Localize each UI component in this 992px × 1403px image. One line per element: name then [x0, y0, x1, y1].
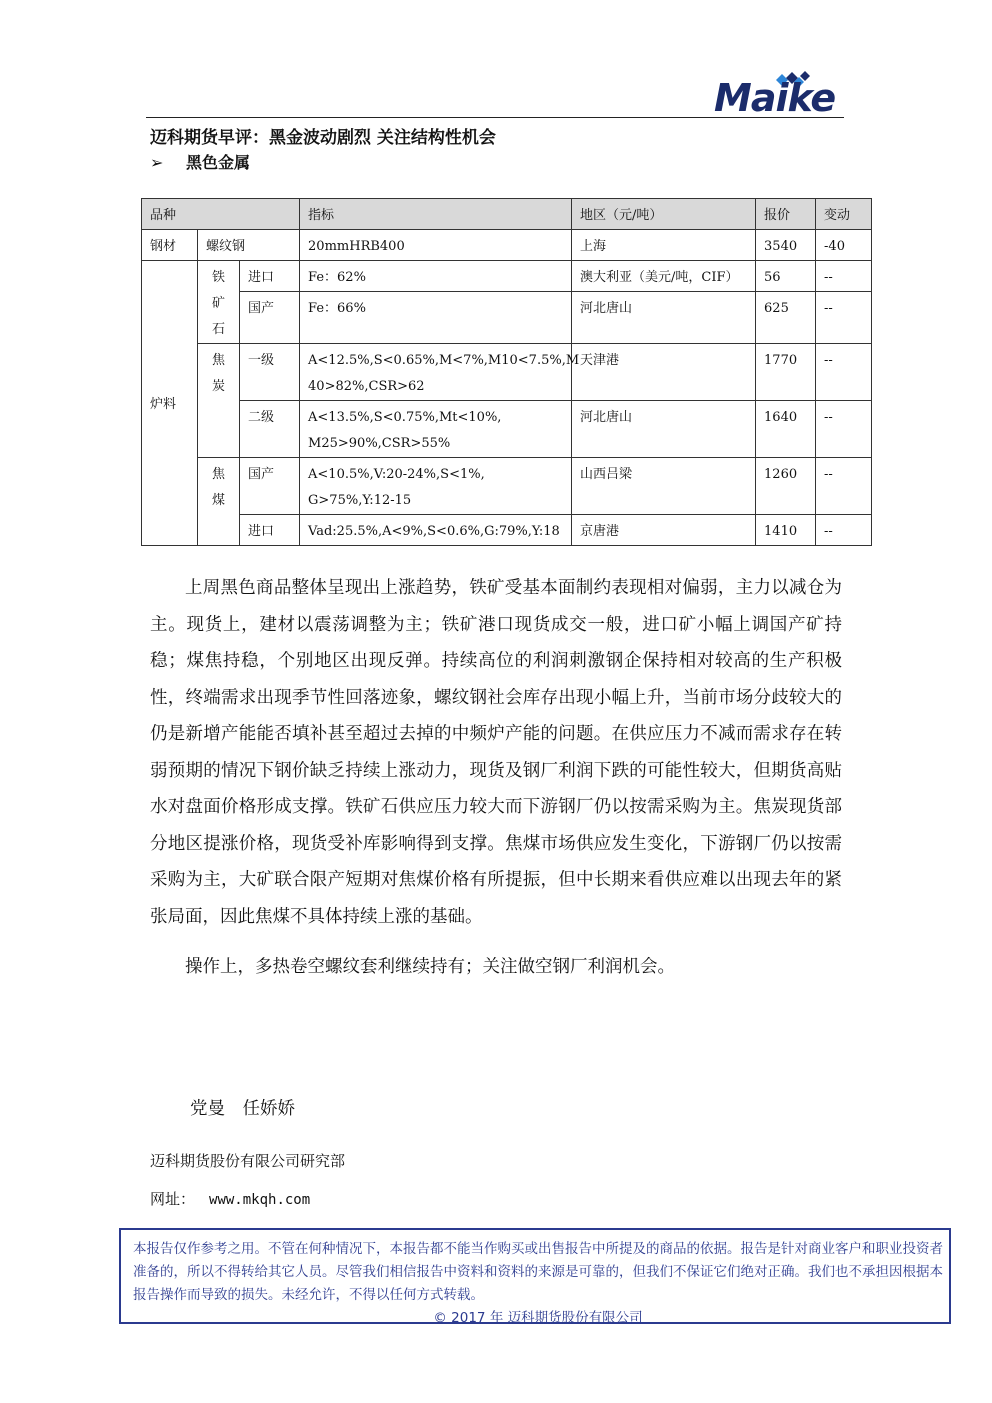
- cell-change: --: [816, 401, 872, 458]
- cell-type: 进口: [240, 261, 300, 292]
- cell-spec: Fe：66%: [300, 292, 572, 344]
- section-heading: [150, 150, 250, 173]
- header-change: 变动: [816, 199, 872, 230]
- cell-spec: [300, 401, 572, 458]
- cell-spec: [300, 458, 572, 515]
- website-url[interactable]: www.mkqh.com: [209, 1192, 311, 1208]
- cell-category: 钢材: [142, 230, 198, 261]
- copyright-notice: © 2017 年 迈科期货股份有限公司: [433, 1310, 643, 1326]
- iron-ore-char: 铁: [211, 270, 225, 285]
- table-row: [142, 401, 872, 458]
- cell-spec: Vad:25.5%,A<9%,S<0.6%,G:79%,Y:18: [300, 515, 572, 546]
- cell-price: 1410: [756, 515, 816, 546]
- disclaimer-text: 本报告仅作参考之用。不管在何种情况下，本报告都不能当作购买或出售报告中所提及的商品的依据。报告是针对商业客户和职业投资者准备的，所以不得转给其它人员。尽管我们相信报告中资料和资料的来源是可靠的，但我们不保证它们绝对正确。我们也不承担因根据本报告操作而导致的损失。未经允许，不得以任何方式转载。: [133, 1241, 943, 1303]
- cell-region: 天津港: [572, 344, 756, 401]
- header-price: 报价: [756, 199, 816, 230]
- iron-ore-char: 石: [211, 322, 225, 337]
- cell-change: --: [816, 344, 872, 401]
- table-row: [142, 261, 872, 292]
- table-header-row: [142, 199, 872, 230]
- coking-coal-char: 煤: [211, 493, 225, 508]
- cell-type: 二级: [240, 401, 300, 458]
- cell-spec: Fe：62%: [300, 261, 572, 292]
- cell-type: 国产: [240, 458, 300, 515]
- header-indicator: 指标: [300, 199, 572, 230]
- cell-change: --: [816, 458, 872, 515]
- header-divider: [146, 117, 844, 118]
- cell-price: 625: [756, 292, 816, 344]
- company-name: 迈科期货股份有限公司研究部: [150, 1152, 346, 1170]
- authors: 党曼 任娇娇: [190, 1099, 295, 1119]
- cell-region: 澳大利亚（美元/吨，CIF）: [572, 261, 756, 292]
- header-category: 品种: [142, 199, 300, 230]
- cell-iron-ore-label: [198, 261, 240, 344]
- cell-price: 3540: [756, 230, 816, 261]
- disclaimer-box: [119, 1228, 951, 1324]
- cell-subcategory: 螺纹钢: [198, 230, 300, 261]
- coke-char: 焦: [211, 353, 225, 368]
- spec-line: G>75%,Y:12-15: [308, 493, 412, 508]
- table-row: [142, 230, 872, 261]
- cell-furnace-label: 炉料: [142, 261, 198, 546]
- body-paragraph: 上周黑色商品整体呈现出上涨趋势，铁矿受基本面制约表现相对偏弱，主力以减仓为主。现货上，建材以震荡调整为主；铁矿港口现货成交一般，进口矿小幅上调国产矿持稳；煤焦持稳，个别地区出现反弹。持续高位的利润刺激钢企保持相对较高的生产积极性，终端需求出现季节性回落迹象，螺纹钢社会库存出现小幅上升，当前市场分歧较大的仍是新增产能能否填补甚至超过去掉的中频炉产能的问题。在供应压力不减而需求存在转弱预期的情况下钢价缺乏持续上涨动力，现货及钢厂利润下跌的可能性较大，但期货高贴水对盘面价格形成支撑。铁矿石供应压力较大而下游钢厂仍以按需采购为主。焦炭现货部分地区提涨价格，现货受补库影响得到支撑。焦煤市场供应发生变化，下游钢厂仍以按需采购为主，大矿联合限产短期对焦煤价格有所提振，但中长期来看供应难以出现去年的紧张局面，因此焦煤不具体持续上涨的基础。: [150, 578, 842, 927]
- cell-price: 1770: [756, 344, 816, 401]
- cell-type: 一级: [240, 344, 300, 401]
- cell-price: 1640: [756, 401, 816, 458]
- table-row: [142, 515, 872, 546]
- table-row: [142, 344, 872, 401]
- cell-spec: 20mmHRB400: [300, 230, 572, 261]
- bullet-arrow-icon: ➢: [150, 153, 164, 172]
- section-label: 黑色金属: [186, 153, 251, 172]
- cell-price: 1260: [756, 458, 816, 515]
- iron-ore-char: 矿: [211, 296, 225, 311]
- cell-region: 河北唐山: [572, 401, 756, 458]
- cell-change: -40: [816, 230, 872, 261]
- spec-line: A<13.5%,S<0.75%,Mt<10%,: [308, 410, 502, 425]
- website-label: 网址：: [150, 1190, 196, 1208]
- company-logo: [714, 70, 854, 120]
- cell-change: --: [816, 292, 872, 344]
- cell-coking-coal-label: [198, 458, 240, 546]
- table-row: [142, 292, 872, 344]
- report-body: [150, 570, 842, 1000]
- coke-char: 炭: [211, 379, 225, 394]
- spec-line: A<10.5%,V:20-24%,S<1%,: [308, 467, 485, 482]
- cell-type: 进口: [240, 515, 300, 546]
- logo-text: Maike: [714, 76, 836, 120]
- cell-spec: [300, 344, 580, 401]
- cell-region: 京唐港: [572, 515, 756, 546]
- cell-region: 山西吕梁: [572, 458, 756, 515]
- coking-coal-char: 焦: [211, 467, 225, 482]
- spec-line: M25>90%,CSR>55%: [308, 436, 451, 451]
- cell-change: --: [816, 515, 872, 546]
- cell-change: --: [816, 261, 872, 292]
- table-row: [142, 458, 872, 515]
- spec-line: A<12.5%,S<0.65%,M<7%,M10<7.5%,M: [308, 353, 580, 368]
- cell-coke-label: [198, 344, 240, 458]
- cell-price: 56: [756, 261, 816, 292]
- header-region: 地区（元/吨）: [572, 199, 756, 230]
- spec-line: 40>82%,CSR>62: [308, 379, 425, 394]
- body-paragraph: 操作上，多热卷空螺纹套利继续持有；关注做空钢厂利润机会。: [185, 957, 675, 977]
- website-line: [150, 1188, 310, 1209]
- cell-region: 河北唐山: [572, 292, 756, 344]
- cell-region: 上海: [572, 230, 756, 261]
- cell-type: 国产: [240, 292, 300, 344]
- report-title: 迈科期货早评：黑金波动剧烈 关注结构性机会: [150, 128, 496, 148]
- price-table: [141, 198, 872, 546]
